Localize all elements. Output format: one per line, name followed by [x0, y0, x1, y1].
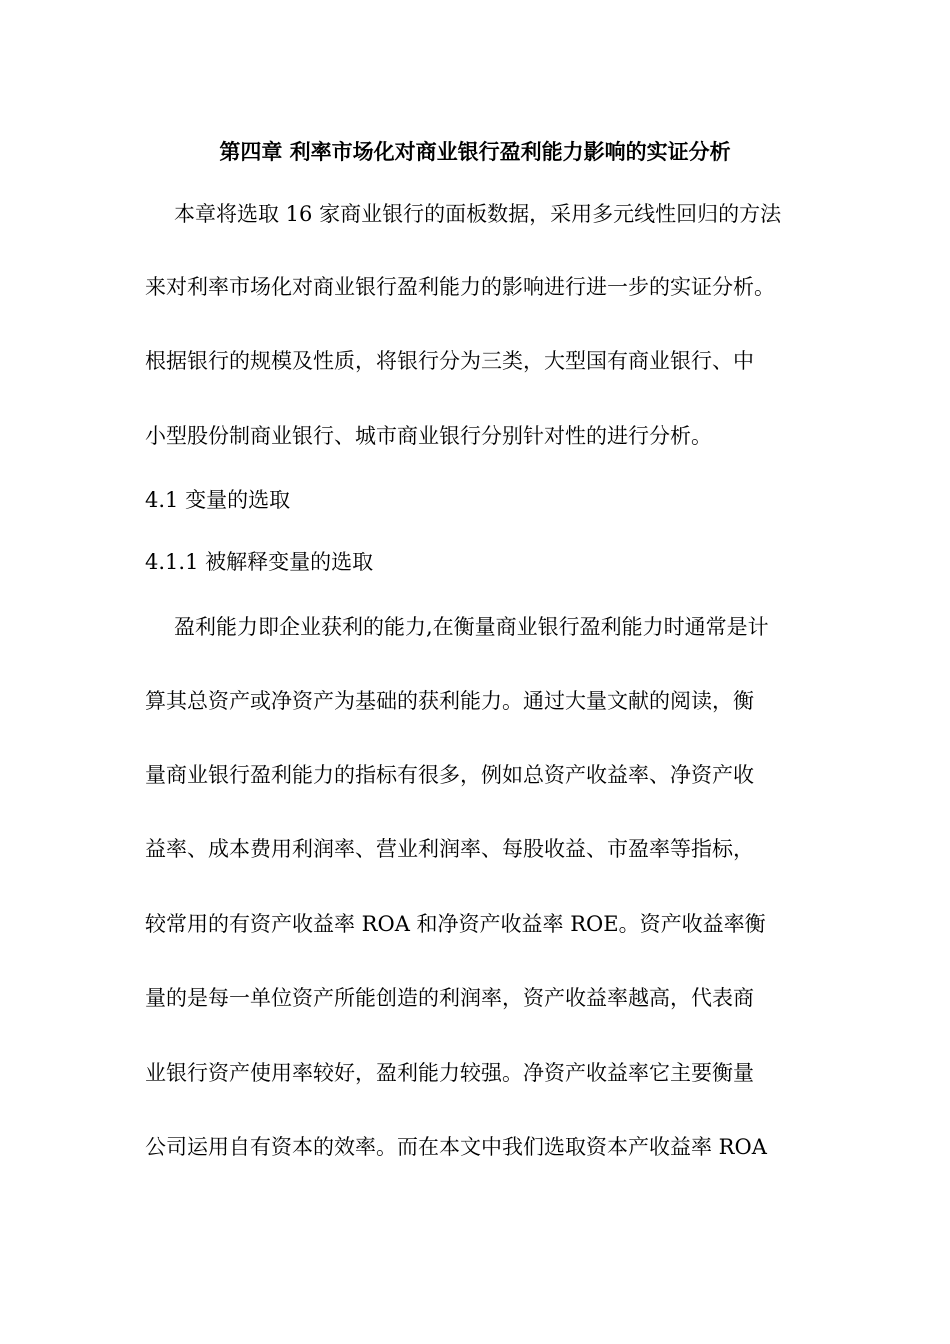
intro-line-4: 小型股份制商业银行、城市商业银行分别针对性的进行分析。 [145, 424, 712, 448]
body-line-8: 公司运用自有资本的效率。而在本文中我们选取资本产收益率 ROA [145, 1135, 767, 1159]
body-line-2: 算其总资产或净资产为基础的获利能力。通过大量文献的阅读，衡 [145, 689, 754, 713]
body-line-1: 盈利能力即企业获利的能力,在衡量商业银行盈利能力时通常是计 [174, 615, 769, 639]
intro-line-3: 根据银行的规模及性质，将银行分为三类，大型国有商业银行、中 [145, 349, 754, 373]
body-line-7: 业银行资产使用率较好，盈利能力较强。净资产收益率它主要衡量 [145, 1061, 754, 1085]
chapter-title: 第四章 利率市场化对商业银行盈利能力影响的实证分析 [219, 139, 731, 164]
section-heading: 4.1 变量的选取 [145, 488, 291, 512]
body-line-4: 益率、成本费用利润率、营业利润率、每股收益、市盈率等指标， [145, 837, 754, 861]
body-line-5: 较常用的有资产收益率 ROA 和净资产收益率 ROE。资产收益率衡 [145, 912, 766, 936]
body-line-6: 量的是每一单位资产所能创造的利润率，资产收益率越高，代表商 [145, 986, 754, 1010]
subsection-heading: 4.1.1 被解释变量的选取 [145, 550, 374, 574]
intro-line-1: 本章将选取 16 家商业银行的面板数据，采用多元线性回归的方法 [174, 202, 782, 226]
body-line-3: 量商业银行盈利能力的指标有很多，例如总资产收益率、净资产收 [145, 763, 754, 787]
intro-line-2: 来对利率市场化对商业银行盈利能力的影响进行进一步的实证分析。 [145, 275, 775, 299]
